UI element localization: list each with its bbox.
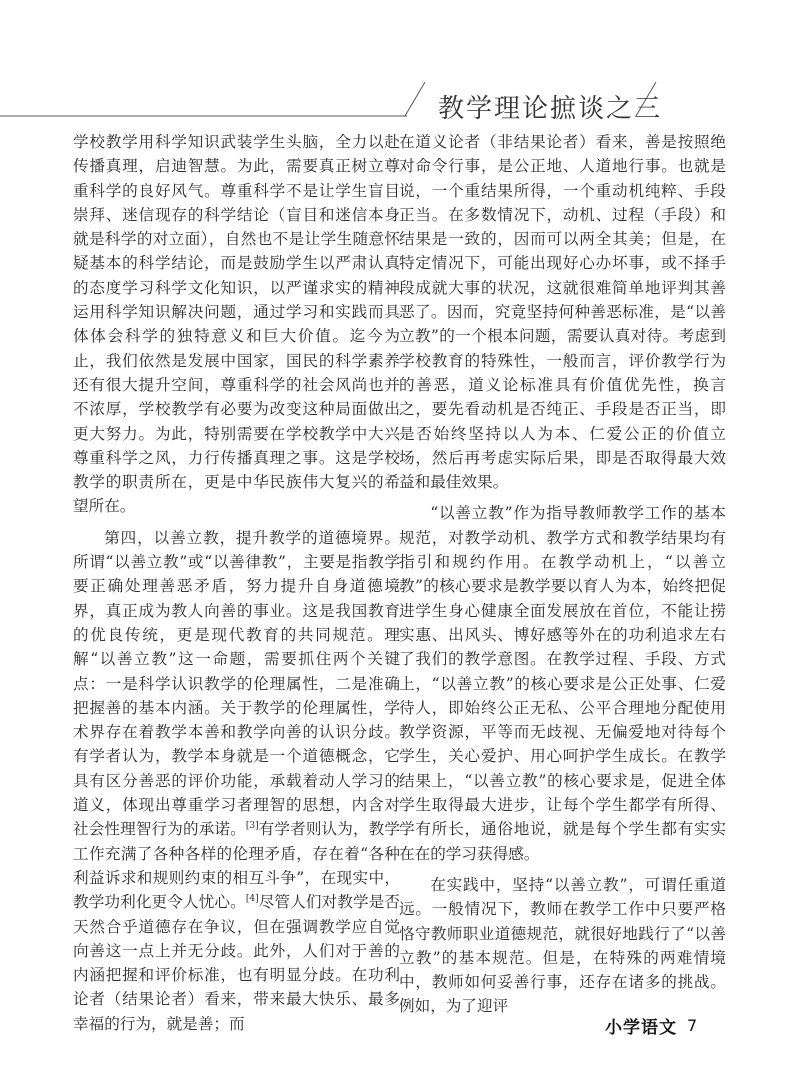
page-number: 7 [687,1015,698,1035]
citation-marker: [4] [245,894,259,905]
section-title: 教学理论摭谈之三 [438,94,663,124]
paragraph: 在道义论者（非结果论者）看来，善是按照绝对命令行事，是公正地、人道地行事。也就是说，一个重结果所得，一个重动机纯粹、手段正当。在多数情况下，动机、过程（手段）和结果是一致的，因而可以两全其美；但是，在特定情况下，可能出现好心办坏事，或不择手段成就大事的状况，这就很难简单地评判其善恶了。因而，究竟坚持何种善恶标准，是“以善立教”的一个根本问题，需要认真对待。考虑到学校教育的特殊性，一般而言，评价教学行为的善恶，道义论标准具有价值优先性，换言之，要先看动机是否纯正、手段是否正当，即是否始终坚持以人为本、仁爱公正的价值立场，然后再考虑实际后果，即是否取得最大效益和最佳效果。 [399,133,726,492]
journal-logo: 小学语文 [605,1017,677,1038]
paragraph: 在实践中，坚持“以善立教”，可谓任重道远。一般情况下，教师在教学工作中只要严格恪守教师职业道德规范，就很好地践行了“以善立教”的基本规范。但是，在特殊的两难情境中，教师如何妥善行事，还存在诸多的挑战。例如，为了迎评 [399,875,726,1016]
header-decoration [0,80,800,130]
paragraph: 学校教学用科学知识武装学生头脑，全力以赴传播真理，启迪智慧。为此，需要真正树立尊重科学的良好风气。尊重科学不是让学生盲目崇拜、迷信现存的科学结论（盲目和迷信本身就是科学的对立面），自然也不是让学生随意怀疑基本的科学结论，而是鼓励学生以严肃认真的态度学习科学文化知识，以严谨求实的精神运用科学知识解决问题，通过学习和实践而具体体会科学的独特意义和巨大价值。迄今为止，我们依然是发展中国家，国民的科学素养还有很大提升空间，尊重科学的社会风尚也并不浓厚，学校教学有必要为改变这种局面做出更大努力。为此，特别需要在学校教学中大兴尊重科学之风，力行传播真理之事。这是学校教学的职责所在，更是中华民族伟大复兴的希望所在。 [73,133,400,516]
paragraph-text: 尽管人们对教学是否天然合乎道德存在争议，但在强调教学应自觉向善这一点上并无分歧。此外，人们对于善的内涵把握和评价标准，也有明显分歧。在功利论者（结果论者）看来，带来最大快乐、最多幸福的行为，就是善；而 [73,893,400,1033]
left-column [73,130,400,1036]
citation-marker: [3] [245,821,259,832]
paragraph-text: 有学者则认为，教学工作充满了各种各样的伦理矛盾，存在着“各种利益诉求和规则约束的相互斗争”，在现实中，教学功利化更令人忧心。 [73,820,400,912]
paragraph: “以善立教”作为指导教师教学工作的基本规范，对教学动机、教学方式和教学结果均有指引和规约作用。在教学动机上，“以善立教”的核心要求是教学要以育人为本，始终把促进学生身心健康全面发展放在首位，不能让捞实惠、出风头、博好感等外在的功利追求左右了我们的教学意图。在教学过程、手段、方式上，“以善立教”的核心要求是公正处事、仁爱待人，即始终公正无私、公平合理地分配使用教学资源，平等而无歧视、无偏爱地对待每个学生，关心爱护、用心呵护学生成长。在教学结果上，“以善立教”的核心要求是，促进全体学生取得最大进步，让每个学生都学有所得、学有所长，通俗地说，就是每个学生都有实实在在的学习获得感。 [399,504,726,863]
right-column [399,130,726,1019]
paragraph [73,526,400,1036]
running-header [0,80,800,130]
page-footer [605,1010,697,1040]
paragraph-text: 第四，以善立教，提升教学的道德境界。所谓“以善立教”或“以善律教”，主要是指教学要正确处理善恶矛盾，努力提升自身道德境界，真正成为教人向善的事业。这是我国教育的优良传统，更是现代教育的共同规范。理解“以善立教”这一命题，需要抓住两个关键点：一是科学认识教学的伦理属性，二是准确把握善的基本内涵。关于教学的伦理属性，学术界存在着教学本善和教学向善的认识分歧。有学者认为，教学本身就是一个道德概念，它具有区分善恶的评价功能，承载着动人学习的道义，体现出尊重学习者理智的思想，内含对社会性理智行为的承诺。 [73,528,400,839]
